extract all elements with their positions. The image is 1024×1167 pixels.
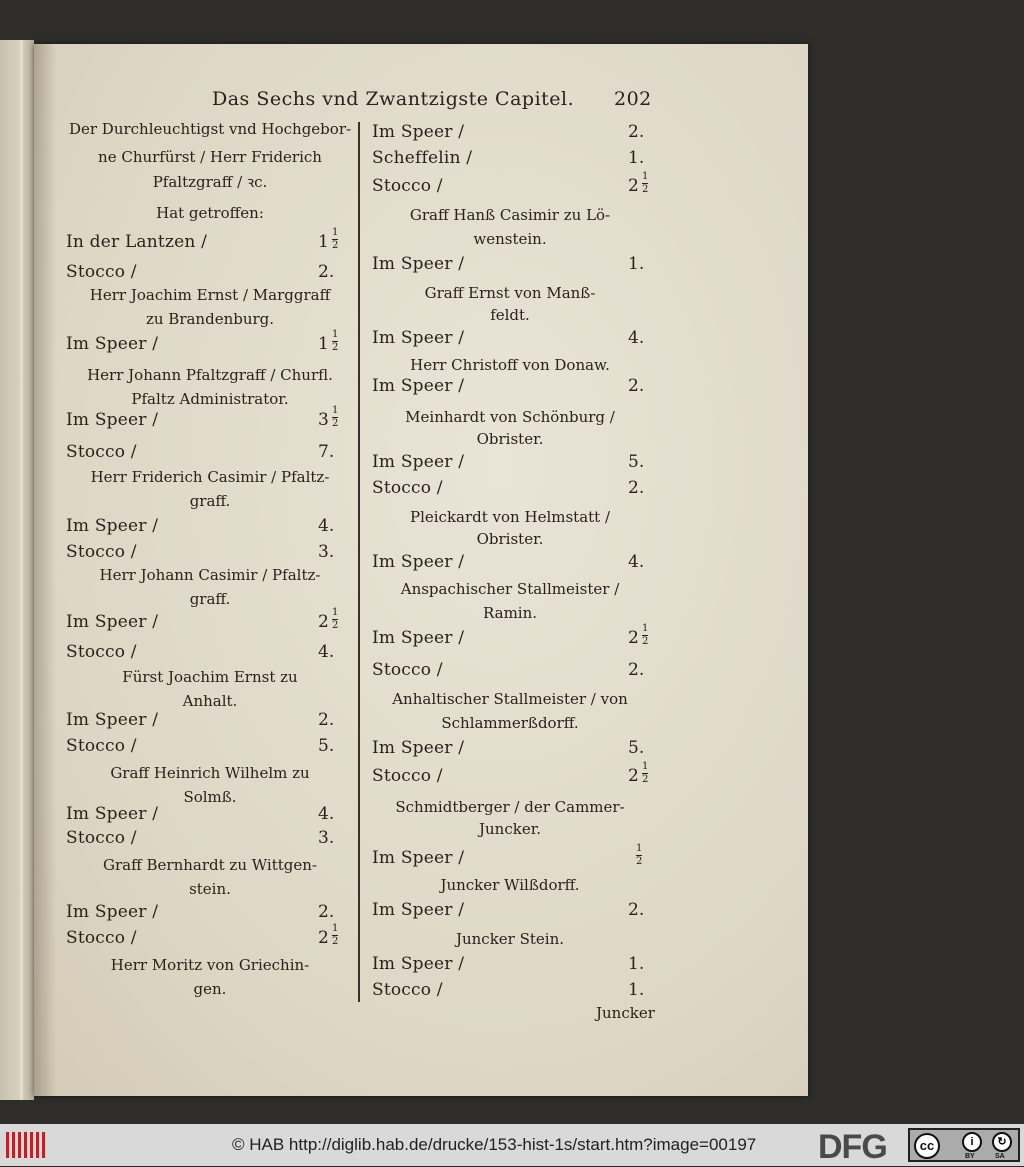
- score-label: Stocco /: [66, 928, 137, 948]
- score-label: Im Speer /: [372, 552, 465, 572]
- entry-heading: zu Brandenburg.: [145, 310, 275, 328]
- score-value: 2: [628, 766, 639, 786]
- score-value: 2.: [628, 376, 645, 396]
- score-label: Scheffelin /: [372, 148, 473, 168]
- score-label: Im Speer /: [372, 900, 465, 920]
- score-label: Im Speer /: [372, 738, 465, 758]
- fraction-half: 1 2: [332, 329, 339, 353]
- fraction-half: 1 2: [636, 843, 643, 867]
- score-label: Im Speer /: [372, 122, 465, 142]
- score-label: Im Speer /: [66, 516, 159, 536]
- score-label: Stocco /: [66, 262, 137, 282]
- entry-heading: Pfaltzgraff / ꝛc.: [152, 173, 268, 191]
- entry-heading: Anhaltischer Stallmeister / von: [392, 690, 628, 708]
- score-value: 5.: [318, 736, 335, 756]
- score-value: 2: [318, 612, 329, 632]
- by-label: BY: [965, 1153, 975, 1160]
- entry-heading: Ramin.: [482, 604, 538, 622]
- entry-heading: Obrister.: [476, 530, 544, 548]
- entry-heading: Schmidtberger / der Cammer-: [395, 798, 625, 816]
- entry-heading: Obrister.: [476, 430, 544, 448]
- score-label: Stocco /: [66, 442, 137, 462]
- entry-heading: Graff Ernst von Manß-: [424, 284, 596, 302]
- entry-heading: feldt.: [490, 306, 530, 324]
- fraction-half: 1 2: [642, 623, 649, 647]
- entry-heading: Fürst Joachim Ernst zu: [122, 668, 298, 686]
- attribution-icon: i: [962, 1132, 982, 1152]
- score-value: 7.: [318, 442, 335, 462]
- column-divider: [358, 122, 360, 1002]
- score-value: 3: [318, 410, 329, 430]
- score-value: 2.: [318, 902, 335, 922]
- score-label: Im Speer /: [372, 452, 465, 472]
- entry-heading: Anhalt.: [182, 692, 238, 710]
- entry-heading: Herr Christoff von Donaw.: [410, 356, 610, 374]
- entry-heading: graff.: [189, 590, 231, 608]
- entry-heading: Herr Moritz von Griechin-: [110, 956, 310, 974]
- score-label: Im Speer /: [66, 612, 159, 632]
- score-value: 5.: [628, 452, 645, 472]
- score-value: 2.: [628, 478, 645, 498]
- entry-heading: ne Churfürst / Herr Friderich: [98, 148, 322, 166]
- entry-heading: Juncker.: [479, 820, 541, 838]
- entry-heading: Anspachischer Stallmeister /: [400, 580, 620, 598]
- entry-heading: Hat getroffen:: [156, 204, 264, 222]
- page-number: 202: [614, 88, 652, 110]
- score-label: Stocco /: [66, 542, 137, 562]
- running-header: Das Sechs vnd Zwantzigste Capitel.: [212, 88, 575, 110]
- score-label: Stocco /: [372, 660, 443, 680]
- score-label: Im Speer /: [372, 628, 465, 648]
- fraction-half: 1 2: [332, 923, 339, 947]
- score-value: 1.: [628, 980, 645, 1000]
- score-label: Stocco /: [66, 736, 137, 756]
- entry-heading: Pleickardt von Helmstatt /: [409, 508, 611, 526]
- score-value: 3.: [318, 542, 335, 562]
- score-value: 1.: [628, 148, 645, 168]
- hab-logo-icon: [6, 1132, 46, 1158]
- score-label: Im Speer /: [66, 334, 159, 354]
- score-label: Stocco /: [372, 766, 443, 786]
- score-value: 2: [318, 928, 329, 948]
- score-label: Stocco /: [372, 176, 443, 196]
- score-value: 4.: [628, 328, 645, 348]
- fraction-half: 1 2: [642, 761, 649, 785]
- catchword: Juncker: [596, 1004, 655, 1022]
- score-value: 1.: [628, 954, 645, 974]
- entry-heading: Der Durchleuchtigst vnd Hochgebor-: [68, 120, 352, 138]
- score-label: Stocco /: [372, 478, 443, 498]
- entry-heading: Herr Joachim Ernst / Marggraff: [89, 286, 331, 304]
- entry-heading: graff.: [189, 492, 231, 510]
- score-value: 2: [628, 628, 639, 648]
- previous-page-edge: [0, 40, 34, 1100]
- entry-heading: Graff Bernhardt zu Wittgen-: [103, 856, 317, 874]
- score-label: In der Lantzen /: [66, 232, 208, 252]
- footer-bar: [0, 1124, 1024, 1166]
- entry-heading: Schlammerßdorff.: [441, 714, 579, 732]
- score-label: Im Speer /: [372, 848, 465, 868]
- score-label: Stocco /: [372, 980, 443, 1000]
- fraction-half: 1 2: [642, 171, 649, 195]
- sa-label: SA: [995, 1153, 1005, 1160]
- score-value: 2: [628, 176, 639, 196]
- score-label: Im Speer /: [372, 254, 465, 274]
- fraction-half: 1 2: [332, 607, 339, 631]
- score-label: Im Speer /: [66, 710, 159, 730]
- cc-license-badge[interactable]: [908, 1128, 1020, 1162]
- page-edge-highlight: [20, 40, 23, 1100]
- entry-heading: Graff Hanß Casimir zu Lö-: [409, 206, 611, 224]
- entry-heading: Juncker Wilßdorff.: [440, 876, 580, 894]
- score-value: 2.: [628, 122, 645, 142]
- score-label: Im Speer /: [66, 410, 159, 430]
- entry-heading: gen.: [193, 980, 227, 998]
- score-value: 4.: [318, 642, 335, 662]
- entry-heading: Juncker Stein.: [455, 930, 565, 948]
- entry-heading: Meinhardt von Schönburg /: [405, 408, 615, 426]
- score-value: 1.: [628, 254, 645, 274]
- score-value: 4.: [318, 516, 335, 536]
- entry-heading: Graff Heinrich Wilhelm zu: [110, 764, 310, 782]
- fraction-half: 1 2: [332, 227, 339, 251]
- score-value: 4.: [318, 804, 335, 824]
- dfg-logo: DFG: [818, 1128, 887, 1166]
- gutter-shadow: [34, 44, 56, 1096]
- score-label: Im Speer /: [372, 328, 465, 348]
- score-label: Im Speer /: [372, 954, 465, 974]
- score-label: Stocco /: [66, 642, 137, 662]
- copyright-link[interactable]: © HAB http://diglib.hab.de/drucke/153-hist-1s/start.htm?image=00197: [232, 1135, 757, 1154]
- score-value: 2.: [318, 710, 335, 730]
- entry-heading: Herr Johann Casimir / Pfaltz-: [99, 566, 321, 584]
- entry-heading: Solmß.: [183, 788, 237, 806]
- share-alike-icon: ↻: [992, 1132, 1012, 1152]
- entry-heading: Herr Johann Pfaltzgraff / Churfl.: [87, 366, 333, 384]
- score-value: 4.: [628, 552, 645, 572]
- score-label: Im Speer /: [66, 902, 159, 922]
- entry-heading: stein.: [189, 880, 231, 898]
- score-value: 2.: [318, 262, 335, 282]
- score-value: 3.: [318, 828, 335, 848]
- entry-heading: Pfaltz Administrator.: [131, 390, 289, 408]
- score-label: Im Speer /: [66, 804, 159, 824]
- entry-heading: wenstein.: [473, 230, 547, 248]
- score-label: Im Speer /: [372, 376, 465, 396]
- score-value: 2.: [628, 660, 645, 680]
- score-value: 2.: [628, 900, 645, 920]
- score-value: 5.: [628, 738, 645, 758]
- score-value: 1: [318, 232, 329, 252]
- cc-icon: cc: [914, 1133, 940, 1159]
- score-label: Stocco /: [66, 828, 137, 848]
- score-value: 1: [318, 334, 329, 354]
- fraction-half: 1 2: [332, 405, 339, 429]
- entry-heading: Herr Friderich Casimir / Pfaltz-: [90, 468, 330, 486]
